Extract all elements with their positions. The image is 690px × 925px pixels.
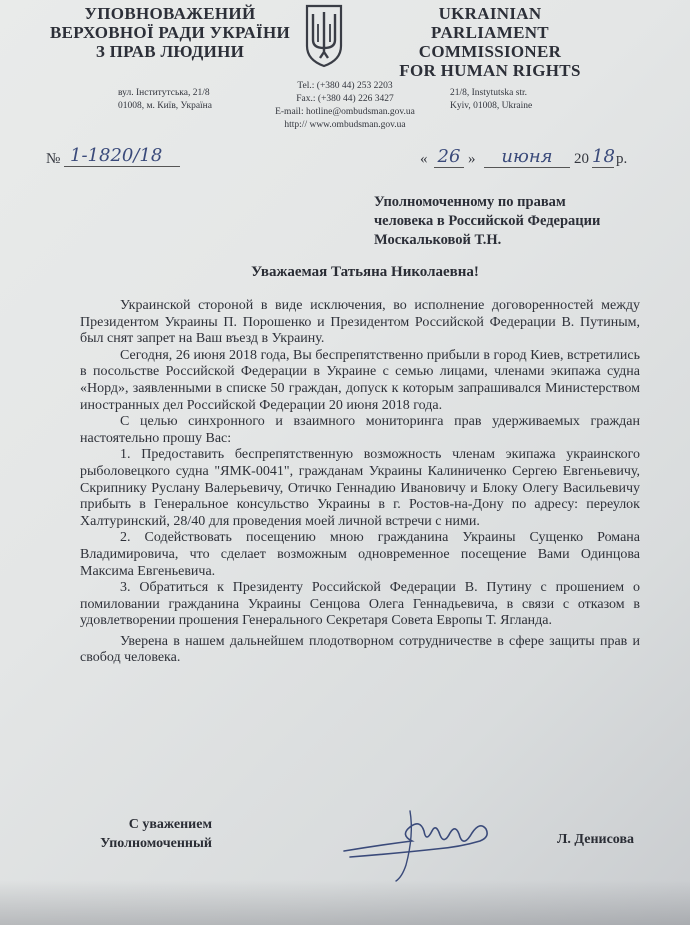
closing-paragraph: Уверена в нашем дальнейшем плодотворном сотрудничестве в сфере защиты прав и свобод человека. bbox=[80, 633, 640, 666]
date-month: июня bbox=[484, 146, 570, 168]
closing-line-1: С уважением bbox=[128, 817, 212, 832]
number-label: № bbox=[46, 151, 61, 167]
address-ua-line-2: 01008, м. Київ, Україна bbox=[118, 101, 212, 111]
date-day: 26 bbox=[434, 146, 464, 168]
photo-shadow bbox=[0, 880, 690, 925]
header-ua-line-1: УПОВНОВАЖЕНИЙ bbox=[84, 4, 256, 23]
request-item-3: 3. Обратиться к Президенту Российской Федерации В. Путину с прошением о помиловании гражданина Украины Сенцова Олега Геннадьевича, в связи с отказом в удовлетворении прошения Генерального Секретаря Совета Европы Т. Ягланда. bbox=[80, 580, 640, 629]
header-english bbox=[360, 4, 620, 80]
header-en-line-1: UKRAINIAN bbox=[438, 4, 542, 23]
date-open-quote: « bbox=[420, 151, 428, 167]
letter-date bbox=[420, 146, 640, 175]
paragraph-3: С целью синхронного и взаимного мониторинга прав удерживаемых граждан настоятельно прошу Вас: bbox=[80, 414, 640, 446]
header-ua-line-2: ВЕРХОВНОЇ РАДИ УКРАЇНИ bbox=[49, 23, 291, 42]
contacts-block bbox=[250, 80, 440, 132]
addressee-line-3: Москальковой Т.Н. bbox=[374, 232, 502, 248]
addressee-block bbox=[374, 193, 674, 250]
request-item-1: 1. Предоставить беспрепятственную возможность членам экипажа украинского рыболовецкого судна "ЯМК-0041", гражданам Украины Калиниченко Сергею Евгеньевичу, Скрипнику Руслану Валерьевичу, Отичко Геннадию Ивановичу и Блоку Олегу Васильевичу прибыть в Генеральное консульство Украины в г. Ростов-на-Дону по адресу: переулок Халтуринский, 28/40 для проведения моей личной встречи с ними. bbox=[80, 447, 640, 529]
contact-email: E-mail: hotline@ombudsman.gov.ua bbox=[275, 107, 415, 117]
date-year-suffix: 18 bbox=[592, 146, 615, 167]
paragraph-2: Сегодня, 26 июня 2018 года, Вы беспрепятственно прибыли в город Киев, встретились в посольстве Российской Федерации в Украине с семью лицами, членами экипажа судна «Норд», заявленными в списке 50 граждан, допуск к которым запрашивался Министерством иностранных дел Российской Федерации 20 июня 2018 года. bbox=[80, 347, 640, 413]
letter-body bbox=[80, 298, 640, 667]
closing-line-2: Уполномоченный bbox=[100, 836, 212, 851]
trident-emblem-icon bbox=[301, 2, 347, 68]
address-en-line-2: Kyiv, 01008, Ukraine bbox=[450, 101, 533, 111]
closing-block bbox=[82, 815, 212, 853]
number-value: 1-1820/18 bbox=[64, 145, 180, 167]
outgoing-number bbox=[46, 145, 163, 168]
contact-fax: Fax.: (+380 44) 226 3427 bbox=[296, 94, 394, 104]
request-item-2: 2. Содействовать посещению мною гражданина Украины Сущенко Романа Владимировича, что сделает возможным одновременное посещение Вами Одинцова Максима Евгеньевича. bbox=[80, 530, 640, 579]
address-ukrainian bbox=[118, 87, 212, 113]
address-ua-line-1: вул. Інститутська, 21/8 bbox=[118, 88, 210, 98]
date-year-prefix: 20 bbox=[574, 151, 589, 167]
salutation: Уважаемая Татьяна Николаевна! bbox=[251, 264, 479, 280]
date-suffix: р. bbox=[616, 151, 628, 167]
contact-tel: Tel.: (+380 44) 253 2203 bbox=[297, 81, 393, 91]
paragraph-1: Украинской стороной в виде исключения, во исполнение договоренностей между Президентом Украины П. Порошенко и Президентом Российской Федерации В. Путиным, был снят запрет на Ваш въезд в Украину. bbox=[80, 298, 640, 347]
address-english bbox=[450, 87, 532, 113]
address-en-line-1: 21/8, Instytutska str. bbox=[450, 88, 528, 98]
signer-name: Л. Денисова bbox=[557, 832, 635, 847]
header-ua-line-3: З ПРАВ ЛЮДИНИ bbox=[95, 42, 245, 61]
header-en-line-3: FOR HUMAN RIGHTS bbox=[399, 61, 581, 80]
addressee-line-2: человека в Российской Федерации bbox=[374, 213, 601, 229]
header-ukrainian bbox=[40, 4, 300, 61]
header-en-line-2: PARLIAMENT COMMISSIONER bbox=[418, 23, 562, 61]
addressee-line-1: Уполномоченному по правам bbox=[374, 194, 566, 210]
contact-website: http:// www.ombudsman.gov.ua bbox=[284, 120, 406, 130]
handwritten-signature bbox=[340, 805, 510, 885]
date-close-quote: » bbox=[468, 151, 476, 167]
